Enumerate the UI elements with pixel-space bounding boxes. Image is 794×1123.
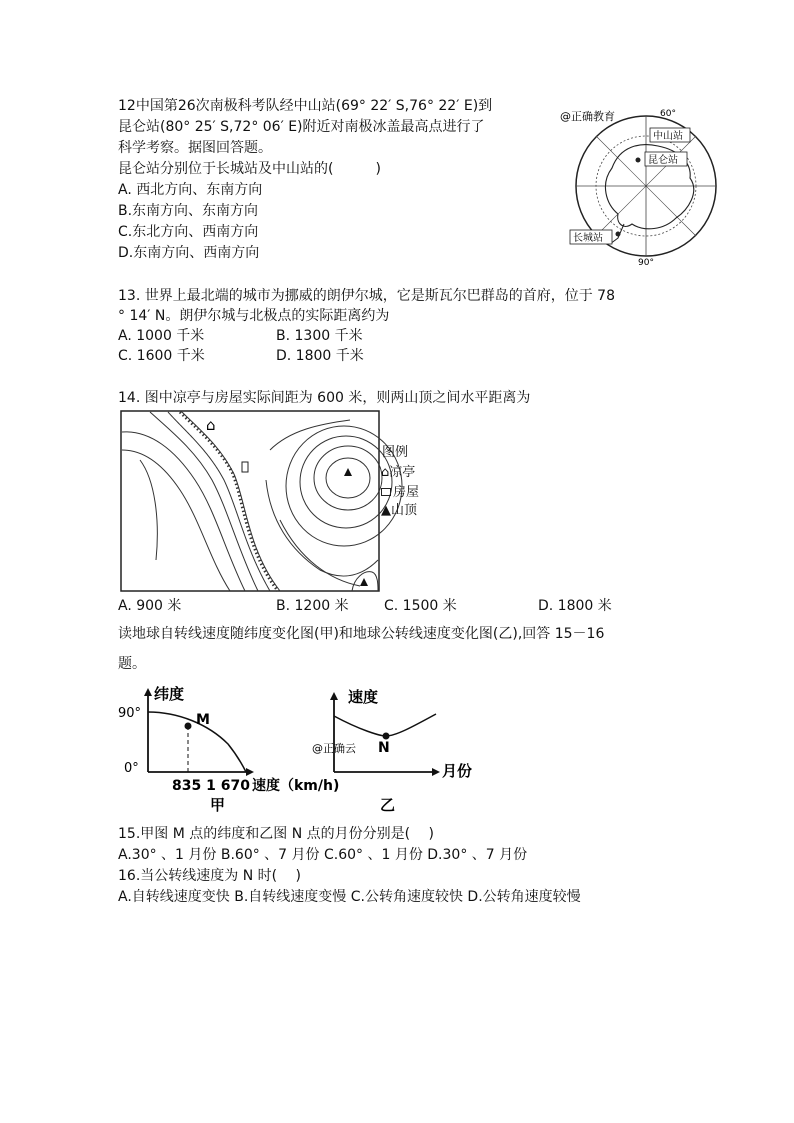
q12-option-a: A. 西北方向、东南方向 — [118, 182, 263, 198]
pavilion-legend-icon: ⌂ — [381, 465, 390, 480]
yi-watermark: @正确云 — [312, 742, 356, 755]
zhongshan-label: 中山站 — [653, 131, 683, 142]
q14-stem: 14. 图中凉亭与房屋实际间距为 600 米，则两山顶之间水平距离为 — [118, 390, 531, 406]
pavilion-icon: ⌂ — [206, 416, 216, 434]
q12-option-b: B.东南方向、东南方向 — [118, 203, 259, 219]
peak-legend-icon: ▲ — [381, 503, 391, 518]
map-watermark: @正确教育 — [560, 110, 615, 123]
q13-stem-line-2: ° 14′ N。朗伊尔城与北极点的实际距离约为 — [118, 308, 390, 324]
legend-peak: ▲山顶 — [381, 503, 418, 518]
antarctic-station-map — [560, 106, 730, 266]
q14-option-c: C. 1500 米 — [384, 598, 457, 614]
q14-option-d: D. 1800 米 — [538, 598, 612, 614]
revolution-speed-graph — [310, 684, 520, 812]
jia-xlabel: 速度（km/h) — [252, 778, 340, 794]
jia-ylabel: 纬度 — [154, 685, 185, 703]
jia-xticks: 835 1 670 — [172, 778, 250, 794]
q12-stem-line-2: 昆仑站(80° 25′ S,72° 06′ E)附近对南极冰盖最高点进行了 — [118, 119, 485, 135]
q16-stem: 16.当公转线速度为 N 时( ) — [118, 868, 302, 884]
legend-house: 房屋 — [381, 483, 419, 503]
map-label-90: 90° — [638, 258, 654, 268]
q12-stem-line-4: 昆仑站分别位于长城站及中山站的( ) — [118, 161, 381, 177]
jia-caption: 甲 — [210, 796, 226, 814]
yi-point-n: N — [378, 740, 390, 756]
q12-stem-line-3: 科学考察。据图回答题。 — [118, 140, 272, 156]
q13-option-b: B. 1300 千米 — [276, 328, 363, 344]
contour-map — [120, 410, 380, 592]
yi-caption: 乙 — [380, 796, 396, 814]
yi-ylabel: 速度 — [348, 688, 379, 706]
q12-option-d: D.东南方向、西南方向 — [118, 245, 260, 261]
q12-option-c: C.东北方向、西南方向 — [118, 224, 259, 240]
jia-y0: 0° — [124, 761, 139, 776]
q12-stem-line-1: 12中国第26次南极科考队经中山站(69° 22′ S,76° 22′ E)到 — [118, 98, 493, 114]
q13-option-c: C. 1600 千米 — [118, 348, 205, 364]
house-legend-icon — [381, 488, 391, 496]
q13-stem-line-1: 13. 世界上最北端的城市为挪威的朗伊尔城，它是斯瓦尔巴群岛的首府，位于 78 — [118, 288, 615, 304]
q15-options: A.30° 、1 月份 B.60° 、7 月份 C.60° 、1 月份 D.30° 、7 月份 — [118, 847, 528, 863]
map-label-60: 60° — [660, 109, 676, 119]
q14-option-b: B. 1200 米 — [276, 598, 349, 614]
q14-option-a: A. 900 米 — [118, 598, 182, 614]
changcheng-label: 长城站 — [573, 233, 603, 244]
kunlun-label: 昆仑站 — [648, 155, 678, 166]
legend-title: 图例 — [382, 445, 409, 460]
yi-xlabel: 月份 — [442, 762, 473, 780]
intro-line-1: 读地球自转线速度随纬度变化图(甲)和地球公转线速度变化图(乙),回答 15－16 — [118, 626, 605, 642]
legend-pavilion: ⌂凉亭 — [381, 465, 416, 480]
q16-options: A.自转线速度变快 B.自转线速度变慢 C.公转角速度较快 D.公转角速度较慢 — [118, 889, 581, 905]
jia-point-m: M — [196, 712, 210, 728]
intro-line-2: 题。 — [118, 656, 146, 672]
q13-option-d: D. 1800 千米 — [276, 348, 364, 364]
q13-option-a: A. 1000 千米 — [118, 328, 205, 344]
q15-stem: 15.甲图 M 点的纬度和乙图 N 点的月份分别是( ) — [118, 826, 434, 842]
jia-y90: 90° — [118, 706, 142, 721]
